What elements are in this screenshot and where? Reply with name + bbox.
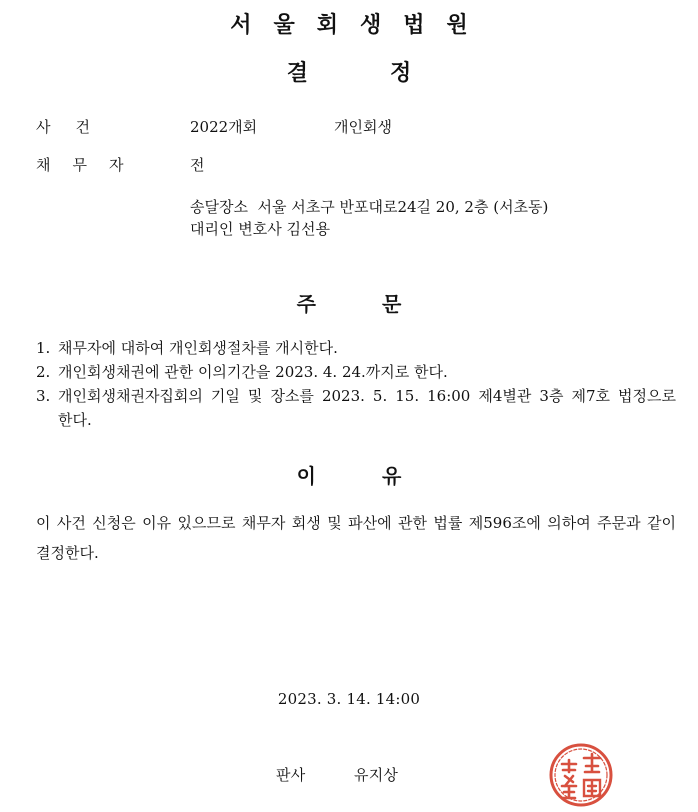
reason-text: 이 사건 신청은 이유 있으므로 채무자 회생 및 파산에 관한 법률 제596조에 의하여 주문과 같이 결정한다.: [36, 514, 676, 562]
decision-date: 2023. 3. 14. 14:00: [277, 690, 421, 708]
order-item-text: 채무자에 대하여 개인회생절차를 개시한다.: [58, 339, 338, 357]
judge-seal-icon: [548, 742, 614, 808]
order-item: [36, 360, 676, 384]
order-item: [36, 336, 676, 360]
debtor-label: 채무자: [36, 156, 146, 174]
legal-agent: 대리인 변호사 김선용: [190, 220, 330, 238]
court-name: 서울회생법원: [230, 13, 490, 38]
judge-title: 판사: [276, 766, 306, 784]
order-item-number: 3.: [36, 387, 51, 405]
judge-name: 유지상: [354, 766, 399, 784]
service-address: 송달장소 서울 서초구 반포대로24길 20, 2층 (서초동): [190, 198, 549, 216]
order-heading: 주문: [296, 292, 468, 316]
order-item-text: 개인회생채권자집회의 기일 및 장소를 2023. 5. 15. 16:00 제4별관 3층 제7호 법정으로 한다.: [58, 387, 676, 429]
order-item-number: 1.: [36, 339, 51, 357]
case-label: 사건: [36, 118, 115, 136]
order-list: [36, 336, 676, 432]
reason-heading: 이유: [296, 464, 468, 488]
order-item-number: 2.: [36, 363, 51, 381]
case-number: 2022개회: [190, 118, 258, 136]
debtor-name: 전: [190, 156, 205, 174]
document-type: 결정: [286, 61, 494, 86]
order-item-text: 개인회생채권에 관한 이의기간을 2023. 4. 24.까지로 한다.: [58, 363, 448, 381]
case-type: 개인회생: [334, 118, 392, 136]
order-item: [36, 384, 676, 432]
